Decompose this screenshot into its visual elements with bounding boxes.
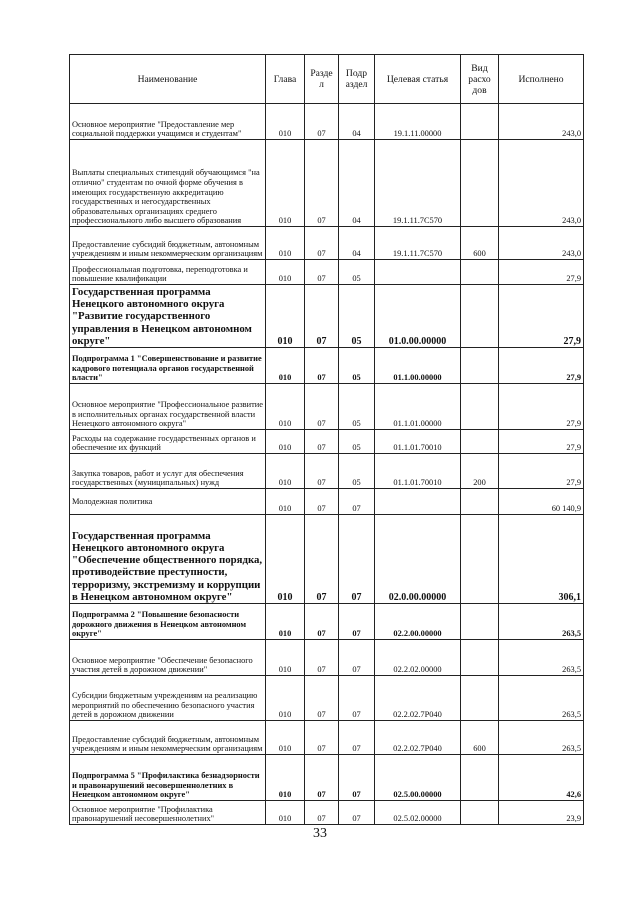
row-razdel: 07: [305, 285, 339, 348]
row-name: Государственная программа Ненецкого автономного округа "Развитие государственного управления в Ненецком автономном округе": [70, 285, 266, 348]
row-razdel: 07: [305, 604, 339, 640]
row-glava: 010: [266, 640, 305, 676]
row-vid: [461, 676, 499, 721]
row-executed: 23,9: [499, 801, 584, 825]
row-glava: 010: [266, 227, 305, 260]
row-vid: [461, 640, 499, 676]
row-glava: 010: [266, 604, 305, 640]
row-podrazdel: 07: [339, 801, 375, 825]
row-glava: 010: [266, 140, 305, 227]
table-row: [70, 285, 584, 348]
row-executed: 27,9: [499, 454, 584, 489]
row-podrazdel: 05: [339, 384, 375, 430]
row-razdel: 07: [305, 348, 339, 384]
row-article: 01.1.01.00000: [375, 384, 461, 430]
row-glava: 010: [266, 801, 305, 825]
table-row: [70, 640, 584, 676]
header-razdel: Разде л: [305, 55, 339, 104]
row-glava: 010: [266, 676, 305, 721]
table-row: [70, 676, 584, 721]
table-row: [70, 384, 584, 430]
row-article: 01.0.00.00000: [375, 285, 461, 348]
row-article: 01.1.00.00000: [375, 348, 461, 384]
table-row: [70, 515, 584, 604]
row-glava: 010: [266, 721, 305, 755]
row-name: Предоставление субсидий бюджетным, автономным учреждениям и иным некоммерческим организациям: [70, 227, 266, 260]
row-glava: 010: [266, 430, 305, 454]
row-vid: [461, 260, 499, 285]
row-podrazdel: 05: [339, 430, 375, 454]
row-razdel: 07: [305, 227, 339, 260]
row-vid: [461, 604, 499, 640]
table-row: [70, 454, 584, 489]
row-podrazdel: 07: [339, 640, 375, 676]
row-article: 02.2.02.00000: [375, 640, 461, 676]
row-executed: 42,6: [499, 755, 584, 801]
table-row: [70, 604, 584, 640]
header-article: Целевая статья: [375, 55, 461, 104]
row-executed: 263,5: [499, 676, 584, 721]
row-glava: 010: [266, 384, 305, 430]
row-name: Расходы на содержание государственных органов и обеспечение их функций: [70, 430, 266, 454]
row-executed: 27,9: [499, 430, 584, 454]
header-glava: Глава: [266, 55, 305, 104]
row-vid: 600: [461, 721, 499, 755]
table-row: [70, 348, 584, 384]
row-vid: [461, 801, 499, 825]
row-executed: 27,9: [499, 285, 584, 348]
row-executed: 263,5: [499, 721, 584, 755]
row-glava: 010: [266, 515, 305, 604]
table-row: [70, 755, 584, 801]
row-podrazdel: 05: [339, 285, 375, 348]
expenditure-table: [69, 54, 584, 825]
row-razdel: 07: [305, 801, 339, 825]
row-name: Выплаты специальных стипендий обучающимся "на отлично" студентам по очной форме обучения в имеющих государственную аккредитацию государственных и негосударственных образовательных организациях среднего профессионального либо высшего образования: [70, 140, 266, 227]
row-name: Подпрограмма 2 "Повышение безопасности дорожного движения в Ненецком автономном округе": [70, 604, 266, 640]
row-article: [375, 489, 461, 515]
row-podrazdel: 07: [339, 676, 375, 721]
row-razdel: 07: [305, 640, 339, 676]
row-vid: [461, 104, 499, 140]
row-article: 02.0.00.00000: [375, 515, 461, 604]
row-podrazdel: 05: [339, 348, 375, 384]
row-glava: 010: [266, 755, 305, 801]
row-vid: 600: [461, 227, 499, 260]
table-row: [70, 140, 584, 227]
row-vid: [461, 489, 499, 515]
row-name: Основное мероприятие "Профессиональное развитие в исполнительных органах государственной власти Ненецкого автономного округа": [70, 384, 266, 430]
row-name: Субсидии бюджетным учреждениям на реализацию мероприятий по обеспечению безопасного участия детей в дорожном движении: [70, 676, 266, 721]
row-executed: 27,9: [499, 348, 584, 384]
row-article: 01.1.01.70010: [375, 430, 461, 454]
row-article: 19.1.11.00000: [375, 104, 461, 140]
row-article: 02.2.00.00000: [375, 604, 461, 640]
row-razdel: 07: [305, 140, 339, 227]
row-vid: [461, 140, 499, 227]
row-razdel: 07: [305, 721, 339, 755]
row-glava: 010: [266, 104, 305, 140]
row-vid: [461, 285, 499, 348]
row-article: 02.2.02.7Р040: [375, 721, 461, 755]
row-podrazdel: 07: [339, 604, 375, 640]
row-razdel: 07: [305, 515, 339, 604]
row-podrazdel: 07: [339, 721, 375, 755]
table-row: [70, 721, 584, 755]
row-razdel: 07: [305, 454, 339, 489]
row-name: Молодежная политика: [70, 489, 266, 515]
table-row: [70, 801, 584, 825]
row-podrazdel: 04: [339, 140, 375, 227]
row-executed: 27,9: [499, 260, 584, 285]
row-podrazdel: 05: [339, 260, 375, 285]
row-name: Государственная программа Ненецкого автономного округа "Обеспечение общественного порядка, противодействие преступности, терроризму, экстремизму и коррупции в Ненецком автономном округе": [70, 515, 266, 604]
row-podrazdel: 04: [339, 227, 375, 260]
row-article: 02.2.02.7Р040: [375, 676, 461, 721]
row-article: 19.1.11.7С570: [375, 140, 461, 227]
row-vid: [461, 755, 499, 801]
row-razdel: 07: [305, 755, 339, 801]
row-article: [375, 260, 461, 285]
row-name: Подпрограмма 5 "Профилактика безнадзорности и правонарушений несовершеннолетних в Ненецком автономном округе": [70, 755, 266, 801]
table-row: [70, 227, 584, 260]
header-podrazdel: Подр аздел: [339, 55, 375, 104]
header-vid: Вид расхо дов: [461, 55, 499, 104]
row-article: 01.1.01.70010: [375, 454, 461, 489]
row-glava: 010: [266, 489, 305, 515]
row-podrazdel: 07: [339, 515, 375, 604]
table-row: [70, 430, 584, 454]
row-podrazdel: 04: [339, 104, 375, 140]
row-razdel: 07: [305, 489, 339, 515]
row-executed: 60 140,9: [499, 489, 584, 515]
row-razdel: 07: [305, 676, 339, 721]
row-name: Предоставление субсидий бюджетным, автономным учреждениям и иным некоммерческим организациям: [70, 721, 266, 755]
row-executed: 306,1: [499, 515, 584, 604]
header-executed: Исполнено: [499, 55, 584, 104]
row-executed: 27,9: [499, 384, 584, 430]
row-name: Основное мероприятие "Предоставление мер социальной поддержки учащимся и студентам": [70, 104, 266, 140]
row-article: 02.5.00.00000: [375, 755, 461, 801]
row-executed: 263,5: [499, 604, 584, 640]
row-name: Подпрограмма 1 "Совершенствование и развитие кадрового потенциала органов государственной власти": [70, 348, 266, 384]
row-name: Основное мероприятие "Профилактика правонарушений несовершеннолетних": [70, 801, 266, 825]
row-glava: 010: [266, 285, 305, 348]
row-glava: 010: [266, 348, 305, 384]
page-number: 33: [313, 826, 327, 841]
row-executed: 243,0: [499, 227, 584, 260]
row-name: Основное мероприятие "Обеспечение безопасного участия детей в дорожном движении": [70, 640, 266, 676]
row-podrazdel: 07: [339, 755, 375, 801]
row-razdel: 07: [305, 104, 339, 140]
row-vid: [461, 384, 499, 430]
row-razdel: 07: [305, 430, 339, 454]
row-executed: 243,0: [499, 140, 584, 227]
table-row: [70, 489, 584, 515]
row-name: Профессиональная подготовка, переподготовка и повышение квалификации: [70, 260, 266, 285]
row-podrazdel: 05: [339, 454, 375, 489]
row-vid: [461, 430, 499, 454]
row-razdel: 07: [305, 260, 339, 285]
row-vid: 200: [461, 454, 499, 489]
row-executed: 243,0: [499, 104, 584, 140]
row-name: Закупка товаров, работ и услуг для обеспечения государственных (муниципальных) нужд: [70, 454, 266, 489]
table-row: [70, 260, 584, 285]
row-executed: 263,5: [499, 640, 584, 676]
header-name: Наименование: [70, 55, 266, 104]
row-vid: [461, 348, 499, 384]
row-glava: 010: [266, 260, 305, 285]
row-glava: 010: [266, 454, 305, 489]
row-razdel: 07: [305, 384, 339, 430]
row-vid: [461, 515, 499, 604]
row-podrazdel: 07: [339, 489, 375, 515]
table-row: [70, 104, 584, 140]
row-article: 19.1.11.7С570: [375, 227, 461, 260]
row-article: 02.5.02.00000: [375, 801, 461, 825]
table-header-row: [70, 55, 584, 104]
